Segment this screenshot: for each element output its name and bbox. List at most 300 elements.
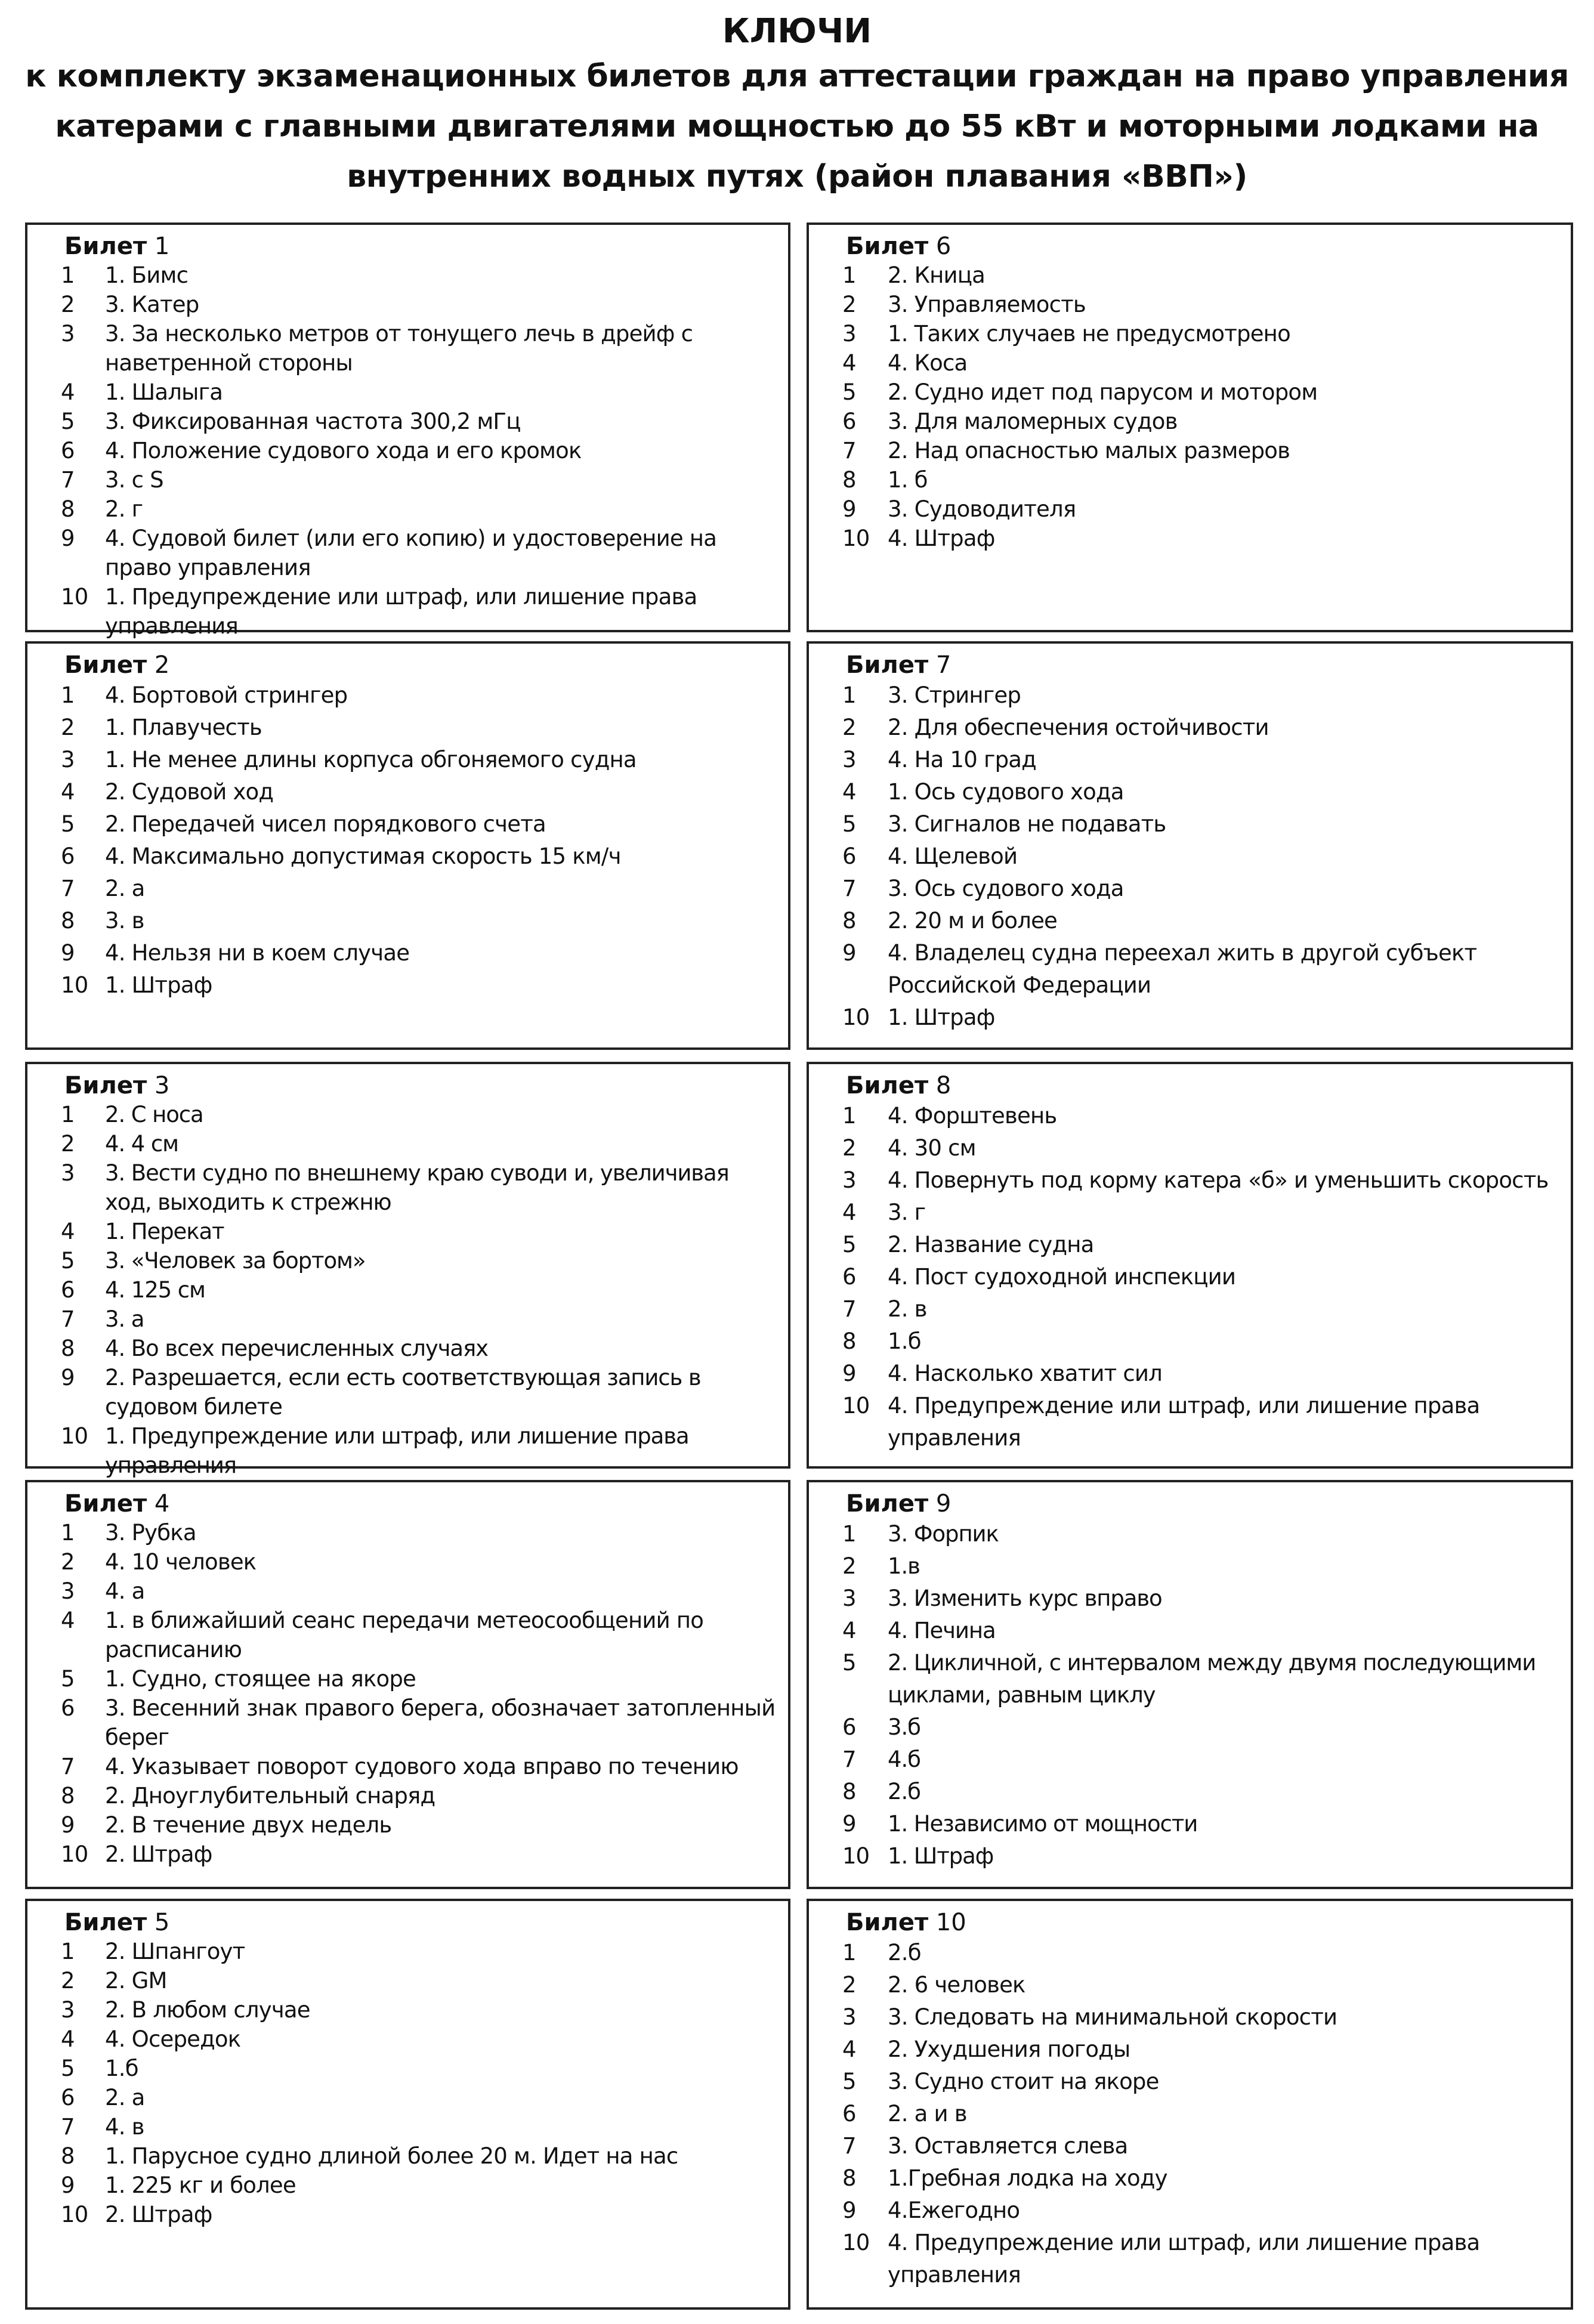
answer-text: 2. 20 м и более bbox=[888, 908, 1058, 934]
answer-text: 3. с S bbox=[105, 467, 163, 493]
ticket-number: 7 bbox=[935, 651, 952, 679]
answer-text: 4. 125 см bbox=[105, 1277, 205, 1303]
question-number: 3 bbox=[842, 321, 856, 347]
answer-text: 3. Для маломерных судов bbox=[888, 409, 1178, 434]
answer-text: 2. Цикличной, с интервалом между двумя последующими циклами, равным циклу bbox=[888, 1650, 1536, 1708]
answer-text: 4. 30 см bbox=[888, 1135, 976, 1161]
answer-text: 1.в bbox=[888, 1553, 920, 1579]
answer-row bbox=[27, 290, 788, 319]
answer-row bbox=[27, 1158, 788, 1217]
answer-text: 3. в bbox=[105, 908, 144, 934]
ticket-number: 2 bbox=[154, 651, 170, 679]
answer-row bbox=[27, 969, 788, 1002]
question-number: 10 bbox=[61, 1423, 88, 1449]
answer-row bbox=[809, 1969, 1571, 2001]
page-header bbox=[0, 12, 1594, 202]
answer-text: 4. Коса bbox=[888, 350, 968, 376]
question-number: 6 bbox=[61, 843, 75, 869]
answer-text: 4. Форштевень bbox=[888, 1103, 1057, 1129]
answer-text: 4. Положение судового хода и его кромок bbox=[105, 438, 582, 463]
ticket-title bbox=[64, 1908, 169, 1937]
answer-row bbox=[809, 2098, 1571, 2130]
answer-text: 3. Следовать на минимальной скорости bbox=[888, 2004, 1337, 2030]
answer-text: 1. Штраф bbox=[888, 1843, 994, 1869]
question-number: 2 bbox=[842, 1135, 856, 1161]
answer-row bbox=[809, 524, 1571, 553]
question-number: 7 bbox=[61, 876, 75, 901]
question-number: 4 bbox=[842, 350, 856, 376]
answer-row bbox=[27, 1275, 788, 1305]
ticket-number: 9 bbox=[935, 1490, 952, 1518]
question-number: 9 bbox=[842, 2198, 856, 2223]
answer-row bbox=[809, 1293, 1571, 1325]
question-number: 5 bbox=[61, 811, 75, 837]
answer-row bbox=[27, 465, 788, 495]
question-number: 7 bbox=[842, 1296, 856, 1322]
answer-row bbox=[27, 808, 788, 840]
answer-text: 2. Кница bbox=[888, 262, 986, 288]
answer-text: 2. Дноуглубительный снаряд bbox=[105, 1783, 435, 1809]
answer-text: 3. Катер bbox=[105, 292, 199, 317]
answer-text: 2. в bbox=[888, 1296, 927, 1322]
answer-row bbox=[809, 1261, 1571, 1293]
answer-list bbox=[809, 1518, 1571, 1872]
answer-text: 3. Судоводителя bbox=[888, 496, 1076, 522]
answer-row bbox=[27, 2083, 788, 2112]
answer-row bbox=[27, 1577, 788, 1606]
ticket-number: 5 bbox=[154, 1909, 170, 1936]
answer-row bbox=[27, 1217, 788, 1246]
answer-text: 2.б bbox=[888, 1940, 921, 1965]
answer-row bbox=[27, 2200, 788, 2229]
answer-row bbox=[809, 937, 1571, 1002]
ticket-title bbox=[846, 232, 951, 261]
subtitle-line-3: внутренних водных путях (район плавания «ВВП») bbox=[347, 159, 1247, 194]
answer-text: 1. Судно, стоящее на якоре bbox=[105, 1666, 416, 1692]
answer-text: 1. Не менее длины корпуса обгоняемого судна bbox=[105, 747, 637, 772]
answer-text: 3. Управляемость bbox=[888, 292, 1086, 317]
question-number: 1 bbox=[842, 262, 856, 288]
answer-row bbox=[27, 319, 788, 378]
answer-row bbox=[27, 776, 788, 808]
ticket-label: Билет bbox=[64, 651, 147, 679]
question-number: 8 bbox=[61, 2143, 75, 2169]
question-number: 10 bbox=[842, 1843, 869, 1869]
question-number: 5 bbox=[842, 811, 856, 837]
answer-row bbox=[809, 1744, 1571, 1776]
question-number: 10 bbox=[842, 1005, 870, 1030]
answer-text: 3. Стрингер bbox=[888, 682, 1021, 708]
question-number: 2 bbox=[61, 715, 75, 740]
answer-text: 2. 6 человек bbox=[888, 1972, 1025, 1998]
ticket-10 bbox=[807, 1899, 1573, 2310]
ticket-3 bbox=[25, 1062, 790, 1478]
answer-row bbox=[809, 2130, 1571, 2162]
answer-row bbox=[809, 1164, 1571, 1197]
answer-row bbox=[809, 1518, 1571, 1550]
ticket-label: Билет bbox=[846, 1909, 929, 1936]
answer-text: 1. Ось судового хода bbox=[888, 779, 1124, 805]
answer-row bbox=[27, 261, 788, 290]
ticket-9 bbox=[807, 1480, 1573, 1889]
answer-row bbox=[27, 524, 788, 582]
answer-text: 3. Рубка bbox=[105, 1520, 196, 1546]
question-number: 2 bbox=[842, 1553, 856, 1579]
answer-row bbox=[809, 1390, 1571, 1454]
answer-row bbox=[27, 679, 788, 712]
answer-list bbox=[27, 679, 788, 1002]
answer-row bbox=[809, 495, 1571, 524]
answer-row bbox=[27, 1518, 788, 1547]
answer-text: 3. Судно стоит на якоре bbox=[888, 2069, 1159, 2094]
ticket-number: 10 bbox=[935, 1909, 966, 1936]
question-number: 3 bbox=[61, 747, 75, 772]
answer-text: 4. Печина bbox=[888, 1618, 996, 1643]
question-number: 1 bbox=[842, 1521, 856, 1547]
answer-row bbox=[809, 1711, 1571, 1744]
answer-text: 3. а bbox=[105, 1306, 144, 1332]
answer-row bbox=[809, 905, 1571, 937]
question-number: 7 bbox=[61, 2114, 75, 2140]
answer-row bbox=[27, 1840, 788, 1869]
answer-text: 1. Парусное судно длиной более 20 м. Идет на нас bbox=[105, 2143, 678, 2169]
answer-text: 4. Пост судоходной инспекции bbox=[888, 1264, 1236, 1290]
answer-row bbox=[27, 1752, 788, 1781]
answer-row bbox=[809, 808, 1571, 840]
answer-text: 1. Штраф bbox=[105, 972, 212, 998]
ticket-label: Билет bbox=[64, 1072, 147, 1099]
answer-list bbox=[809, 1100, 1571, 1454]
answer-row bbox=[809, 348, 1571, 378]
answer-text: 2. Шпангоут bbox=[105, 1939, 245, 1964]
ticket-2 bbox=[25, 641, 790, 1050]
question-number: 5 bbox=[842, 2069, 856, 2094]
answer-row bbox=[27, 840, 788, 873]
answer-text: 4. Бортовой стрингер bbox=[105, 682, 348, 708]
answer-text: 3. Форпик bbox=[888, 1521, 999, 1547]
answer-text: 2. Передачей чисел порядкового счета bbox=[105, 811, 546, 837]
question-number: 4 bbox=[842, 2036, 856, 2062]
answer-text: 4. Указывает поворот судового хода вправо по течению bbox=[105, 1754, 739, 1779]
answer-row bbox=[809, 1647, 1571, 1711]
ticket-title bbox=[64, 232, 169, 261]
ticket-label: Билет bbox=[846, 651, 929, 679]
question-number: 9 bbox=[61, 2172, 75, 2198]
question-number: 8 bbox=[61, 1783, 75, 1809]
answer-row bbox=[27, 1100, 788, 1129]
ticket-title bbox=[64, 651, 169, 679]
answer-row bbox=[809, 465, 1571, 495]
answer-row bbox=[809, 1197, 1571, 1229]
question-number: 1 bbox=[842, 1940, 856, 1965]
answer-text: 4. 10 человек bbox=[105, 1549, 257, 1575]
answer-text: 3. Ось судового хода bbox=[888, 876, 1124, 901]
question-number: 10 bbox=[61, 584, 88, 610]
answer-row bbox=[809, 1229, 1571, 1261]
question-number: 8 bbox=[842, 467, 856, 493]
answer-text: 1. Предупреждение или штраф, или лишение права управления bbox=[105, 584, 697, 639]
question-number: 3 bbox=[842, 2004, 856, 2030]
answer-row bbox=[27, 744, 788, 776]
answer-text: 4. Щелевой bbox=[888, 843, 1018, 869]
answer-text: 4. Предупреждение или штраф, или лишение права управления bbox=[888, 1393, 1480, 1451]
answer-text: 2. Над опасностью малых размеров bbox=[888, 438, 1290, 463]
answer-text: 3. г bbox=[888, 1200, 926, 1225]
question-number: 6 bbox=[61, 2085, 75, 2110]
answer-text: 4. Насколько хватит сил bbox=[888, 1361, 1163, 1386]
question-number: 1 bbox=[842, 1103, 856, 1129]
answer-row bbox=[809, 1132, 1571, 1164]
ticket-title bbox=[846, 1071, 951, 1100]
answer-row bbox=[27, 582, 788, 641]
question-number: 9 bbox=[61, 526, 75, 551]
answer-row bbox=[27, 378, 788, 407]
answer-row bbox=[27, 1334, 788, 1363]
answer-text: 4.б bbox=[888, 1747, 920, 1772]
answer-row bbox=[27, 1305, 788, 1334]
answer-row bbox=[809, 2227, 1571, 2291]
question-number: 2 bbox=[61, 1131, 75, 1157]
ticket-title bbox=[846, 1908, 966, 1937]
answer-list bbox=[27, 1100, 788, 1480]
ticket-1 bbox=[25, 222, 790, 639]
answer-row bbox=[27, 1421, 788, 1480]
answer-list bbox=[27, 1518, 788, 1869]
question-number: 1 bbox=[61, 1102, 75, 1127]
answer-row bbox=[809, 1937, 1571, 1969]
question-number: 6 bbox=[842, 1714, 856, 1740]
ticket-title bbox=[64, 1071, 169, 1100]
answer-text: 4. Осередок bbox=[105, 2026, 241, 2052]
answer-row bbox=[809, 261, 1571, 290]
question-number: 5 bbox=[842, 1650, 856, 1676]
question-number: 8 bbox=[842, 1779, 856, 1804]
question-number: 8 bbox=[61, 908, 75, 934]
question-number: 6 bbox=[842, 1264, 856, 1290]
ticket-5 bbox=[25, 1899, 790, 2310]
ticket-8 bbox=[807, 1062, 1573, 1469]
question-number: 5 bbox=[61, 409, 75, 434]
ticket-number: 6 bbox=[935, 233, 952, 260]
question-number: 9 bbox=[61, 1365, 75, 1390]
answer-row bbox=[809, 1583, 1571, 1615]
question-number: 3 bbox=[842, 1167, 856, 1193]
answer-row bbox=[809, 2066, 1571, 2098]
answer-row bbox=[27, 1129, 788, 1158]
answer-row bbox=[809, 744, 1571, 776]
answer-text: 4. Повернуть под корму катера «б» и уменьшить скорость bbox=[888, 1167, 1549, 1193]
question-number: 4 bbox=[842, 779, 856, 805]
answer-text: 1. Плавучесть bbox=[105, 715, 262, 740]
question-number: 10 bbox=[842, 1393, 870, 1418]
answer-text: 1. 225 кг и более bbox=[105, 2172, 296, 2198]
question-number: 3 bbox=[61, 321, 75, 347]
answer-row bbox=[809, 1358, 1571, 1390]
question-number: 9 bbox=[842, 496, 856, 522]
answer-list bbox=[27, 261, 788, 641]
answer-list bbox=[809, 1937, 1571, 2291]
question-number: 3 bbox=[61, 1160, 75, 1186]
question-number: 7 bbox=[842, 876, 856, 901]
question-number: 1 bbox=[61, 1939, 75, 1964]
answer-row bbox=[27, 712, 788, 744]
answer-row bbox=[27, 1781, 788, 1810]
answer-text: 3. Изменить курс вправо bbox=[888, 1586, 1162, 1611]
answer-text: 4. в bbox=[105, 2114, 144, 2140]
answer-row bbox=[809, 2195, 1571, 2227]
answer-row bbox=[27, 2112, 788, 2141]
answer-row bbox=[809, 436, 1571, 465]
answer-text: 4.Ежегодно bbox=[888, 2198, 1020, 2223]
answer-text: 2. Штраф bbox=[105, 2202, 212, 2227]
answer-text: 2. Название судна bbox=[888, 1232, 1094, 1257]
answer-row bbox=[809, 1100, 1571, 1132]
question-number: 1 bbox=[61, 262, 75, 288]
question-number: 7 bbox=[61, 467, 75, 493]
subtitle-line-1: к комплекту экзаменационных билетов для аттестации граждан на право управления bbox=[25, 58, 1569, 94]
answer-row bbox=[27, 407, 788, 436]
answer-row bbox=[27, 1547, 788, 1577]
answer-text: 2. а и в bbox=[888, 2101, 967, 2127]
ticket-label: Билет bbox=[846, 1490, 929, 1518]
answer-row bbox=[809, 1325, 1571, 1358]
ticket-number: 1 bbox=[154, 233, 170, 260]
answer-text: 1.Гребная лодка на ходу bbox=[888, 2165, 1167, 2191]
question-number: 8 bbox=[842, 908, 856, 934]
answer-row bbox=[27, 1246, 788, 1275]
answer-text: 2. Судно идет под парусом и мотором bbox=[888, 379, 1318, 405]
answer-text: 2. Штраф bbox=[105, 1841, 212, 1867]
subtitle-line-2: катерами с главными двигателями мощностью до 55 кВт и моторными лодками на bbox=[55, 109, 1539, 144]
answer-text: 3. «Человек за бортом» bbox=[105, 1248, 366, 1274]
ticket-label: Билет bbox=[64, 1909, 147, 1936]
question-number: 7 bbox=[842, 438, 856, 463]
answer-text: 4. а bbox=[105, 1578, 145, 1604]
ticket-label: Билет bbox=[64, 233, 147, 260]
answer-list bbox=[809, 261, 1571, 553]
question-number: 2 bbox=[61, 1549, 75, 1575]
question-number: 5 bbox=[842, 1232, 856, 1257]
answer-text: 2. В любом случае bbox=[105, 1997, 310, 2023]
question-number: 6 bbox=[61, 1277, 75, 1303]
question-number: 9 bbox=[842, 940, 856, 966]
question-number: 4 bbox=[842, 1618, 856, 1643]
answer-text: 2. В течение двух недель bbox=[105, 1812, 392, 1838]
answer-row bbox=[27, 2171, 788, 2200]
answer-text: 4. Во всех перечисленных случаях bbox=[105, 1336, 488, 1361]
question-number: 6 bbox=[842, 2101, 856, 2127]
question-number: 4 bbox=[842, 1200, 856, 1225]
answer-text: 3. Весенний знак правого берега, обозначает затопленный берег bbox=[105, 1695, 776, 1750]
question-number: 10 bbox=[842, 526, 870, 551]
answer-text: 1. Шалыга bbox=[105, 379, 223, 405]
ticket-number: 4 bbox=[154, 1490, 170, 1518]
question-number: 2 bbox=[61, 1968, 75, 1994]
question-number: 10 bbox=[61, 972, 88, 998]
answer-text: 1.б bbox=[888, 1328, 921, 1354]
question-number: 9 bbox=[61, 940, 75, 966]
answer-row bbox=[27, 905, 788, 937]
answer-row bbox=[809, 319, 1571, 348]
answer-text: 2. Для обеспечения остойчивости bbox=[888, 715, 1269, 740]
answer-text: 2. Судовой ход bbox=[105, 779, 274, 805]
ticket-number: 8 bbox=[935, 1072, 952, 1099]
answer-text: 1. Предупреждение или штраф, или лишение права управления bbox=[105, 1423, 689, 1478]
answer-text: 3.б bbox=[888, 1714, 920, 1740]
answer-text: 3. За несколько метров от тонущего лечь в дрейф с наветренной стороны bbox=[105, 321, 693, 376]
answer-row bbox=[809, 1615, 1571, 1647]
answer-text: 4. Штраф bbox=[888, 526, 995, 551]
answer-row bbox=[809, 2162, 1571, 2195]
answer-row bbox=[809, 407, 1571, 436]
answer-text: 3. Сигналов не подавать bbox=[888, 811, 1166, 837]
question-number: 6 bbox=[842, 409, 856, 434]
answer-row bbox=[809, 712, 1571, 744]
question-number: 3 bbox=[842, 1586, 856, 1611]
question-number: 8 bbox=[842, 1328, 856, 1354]
question-number: 4 bbox=[61, 1219, 75, 1244]
answer-text: 4. На 10 град bbox=[888, 747, 1036, 772]
answer-row bbox=[27, 1966, 788, 1995]
answer-text: 1. Бимс bbox=[105, 262, 189, 288]
page-title: КЛЮЧИ bbox=[722, 12, 872, 51]
question-number: 9 bbox=[61, 1812, 75, 1838]
answer-text: 1. в ближайший сеанс передачи метеосообщений по расписанию bbox=[105, 1608, 704, 1662]
answer-text: 4. Владелец судна переехал жить в другой субъект Российской Федерации bbox=[888, 940, 1477, 998]
answer-row bbox=[27, 1995, 788, 2025]
answer-text: 2. Разрешается, если есть соответствующая запись в судовом билете bbox=[105, 1365, 701, 1420]
answer-text: 4. Предупреждение или штраф, или лишение права управления bbox=[888, 2230, 1480, 2288]
answer-text: 3. Вести судно по внешнему краю суводи и, увеличивая ход, выходить к стрежню bbox=[105, 1160, 729, 1215]
question-number: 4 bbox=[61, 379, 75, 405]
question-number: 2 bbox=[842, 715, 856, 740]
answer-row bbox=[809, 1002, 1571, 1034]
answer-row bbox=[27, 2025, 788, 2054]
question-number: 10 bbox=[61, 1841, 88, 1867]
question-number: 3 bbox=[61, 1997, 75, 2023]
question-number: 2 bbox=[842, 1972, 856, 1998]
answer-text: 4. Судовой билет (или его копию) и удостоверение на право управления bbox=[105, 526, 717, 580]
question-number: 4 bbox=[61, 2026, 75, 2052]
answer-text: 1. Перекат bbox=[105, 1219, 224, 1244]
answer-row bbox=[809, 679, 1571, 712]
answer-row bbox=[809, 776, 1571, 808]
question-number: 1 bbox=[61, 682, 75, 708]
question-number: 10 bbox=[842, 2230, 870, 2255]
question-number: 6 bbox=[61, 438, 75, 463]
answer-text: 4. Нельзя ни в коем случае bbox=[105, 940, 410, 966]
answer-list bbox=[809, 679, 1571, 1034]
ticket-title bbox=[846, 1489, 951, 1518]
answer-row bbox=[27, 1606, 788, 1664]
answer-row bbox=[809, 1776, 1571, 1808]
ticket-label: Билет bbox=[846, 233, 929, 260]
ticket-6 bbox=[807, 222, 1573, 632]
question-number: 6 bbox=[842, 843, 856, 869]
answer-text: 2. а bbox=[105, 2085, 145, 2110]
question-number: 3 bbox=[61, 1578, 75, 1604]
answer-row bbox=[27, 1363, 788, 1421]
question-number: 6 bbox=[61, 1695, 75, 1721]
ticket-title bbox=[846, 651, 951, 679]
question-number: 5 bbox=[61, 1248, 75, 1274]
answer-row bbox=[809, 378, 1571, 407]
ticket-number: 3 bbox=[154, 1072, 170, 1099]
question-number: 4 bbox=[61, 1608, 75, 1633]
question-number: 7 bbox=[842, 2133, 856, 2159]
answer-row bbox=[809, 840, 1571, 873]
answer-text: 2. а bbox=[105, 876, 145, 901]
